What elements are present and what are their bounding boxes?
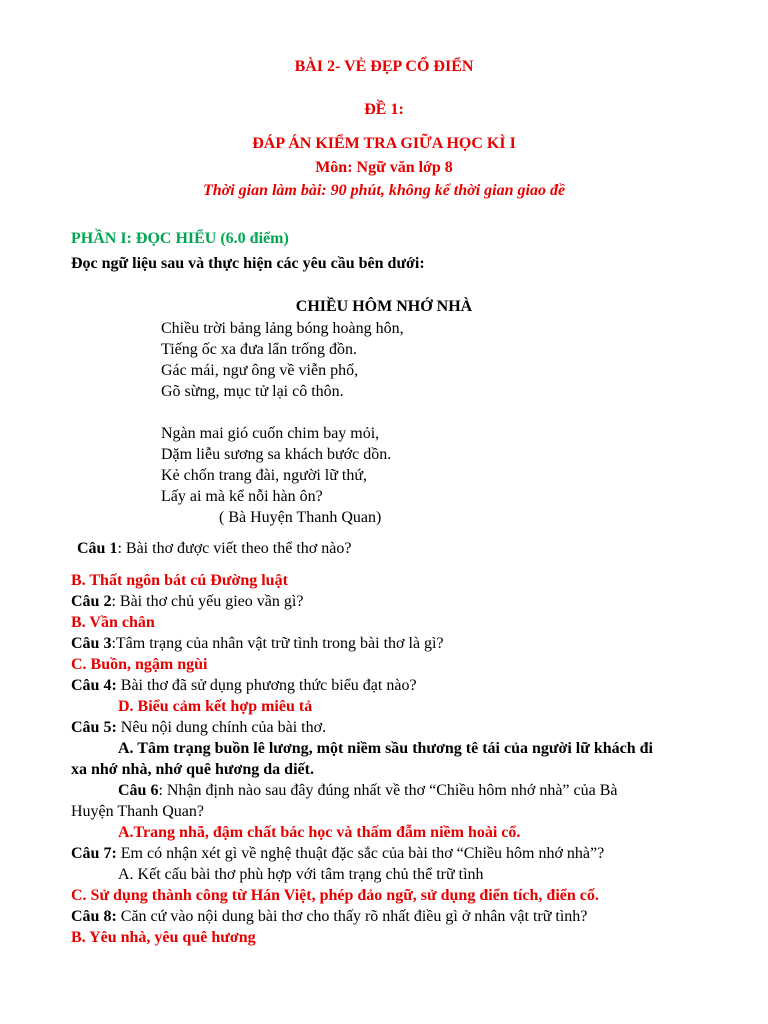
- option-7-a: A. Kết cấu bài thơ phù hợp với tâm trạng chủ thể trữ tình: [118, 866, 484, 883]
- section-instruction: Đọc ngữ liệu sau và thực hiện các yêu cầu bên dưới:: [71, 255, 425, 272]
- exam-number: ĐỀ 1:: [364, 101, 404, 118]
- answer-6: A.Trang nhã, đậm chất bác học và thấm đẫm niềm hoài cổ.: [118, 824, 521, 841]
- answer-5-line-1: A. Tâm trạng buồn lê lương, một niềm sầu thương tê tái của người lữ khách đi: [118, 740, 653, 757]
- question-label: Câu 2: [71, 593, 112, 610]
- answer-2: B. Vần chân: [71, 614, 155, 631]
- question-text: Em có nhận xét gì về nghệ thuật đặc sắc của bài thơ “Chiều hôm nhớ nhà”?: [116, 845, 605, 862]
- question-text: Nêu nội dung chính của bài thơ.: [116, 719, 327, 736]
- poem-line: Lấy ai mà kể nỗi hàn ôn?: [161, 488, 323, 505]
- question-text: : Bài thơ chủ yếu gieo vần gì?: [111, 593, 304, 610]
- question-6: [118, 780, 618, 801]
- question-4: [71, 675, 417, 696]
- question-text: :Tâm trạng của nhân vật trữ tình trong bài thơ là gì?: [111, 635, 444, 652]
- question-text: Căn cứ vào nội dung bài thơ cho thấy rõ nhất điều gì ở nhân vật trữ tình?: [116, 908, 588, 925]
- poem-line: Gõ sừng, mục tử lại cô thôn.: [161, 383, 344, 400]
- question-7: [71, 843, 604, 864]
- question-2: [71, 591, 303, 612]
- answer-5-line-2: xa nhớ nhà, nhớ quê hương da diết.: [71, 761, 314, 778]
- poem-line: Gác mái, ngư ông về viễn phố,: [161, 362, 359, 379]
- question-5: [71, 717, 326, 738]
- question-label: Câu 1: [77, 540, 118, 557]
- question-label: Câu 6: [118, 782, 159, 799]
- poem-author: ( Bà Huyện Thanh Quan): [219, 509, 382, 526]
- poem-line: Dặm liễu sương sa khách bước dồn.: [161, 446, 392, 463]
- subject-line: Môn: Ngữ văn lớp 8: [315, 159, 453, 176]
- answer-7: C. Sử dụng thành công từ Hán Việt, phép đảo ngữ, sử dụng điển tích, điển cố.: [71, 887, 599, 904]
- poem-line: Ngàn mai gió cuốn chim bay mỏi,: [161, 425, 380, 442]
- section-title: PHẦN I: ĐỌC HIỂU (6.0 điểm): [71, 230, 289, 247]
- question-label: Câu 4:: [71, 677, 117, 694]
- question-label: Câu 7:: [71, 845, 117, 862]
- question-8: [71, 906, 587, 927]
- question-label: Câu 3: [71, 635, 112, 652]
- exam-title: ĐÁP ÁN KIỂM TRA GIỮA HỌC KÌ I: [252, 135, 516, 152]
- answer-8: B. Yêu nhà, yêu quê hương: [71, 929, 256, 946]
- poem-line: Tiếng ốc xa đưa lẩn trống đồn.: [161, 341, 358, 358]
- poem-title: CHIỀU HÔM NHỚ NHÀ: [295, 298, 473, 315]
- poem-line: Kẻ chốn trang đài, người lữ thứ,: [161, 467, 367, 484]
- question-label: Câu 8:: [71, 908, 117, 925]
- question-text: : Bài thơ được viết theo thể thơ nào?: [117, 540, 352, 557]
- question-label: Câu 5:: [71, 719, 117, 736]
- answer-1: B. Thất ngôn bát cú Đường luật: [71, 572, 288, 589]
- answer-3: C. Buồn, ngậm ngùi: [71, 656, 208, 673]
- lesson-title: BÀI 2- VẺ ĐẸP CỔ ĐIỂN: [294, 58, 474, 75]
- question-text: Bài thơ đã sử dụng phương thức biểu đạt nào?: [116, 677, 417, 694]
- time-note: Thời gian làm bài: 90 phút, không kể thời gian giao đề: [202, 182, 566, 199]
- question-3: [71, 633, 444, 654]
- poem-line: Chiều trời bảng lảng bóng hoàng hôn,: [161, 320, 404, 337]
- question-6-continued: Huyện Thanh Quan?: [71, 803, 204, 820]
- question-text: : Nhận định nào sau đây đúng nhất về thơ “Chiều hôm nhớ nhà” của Bà: [158, 782, 618, 799]
- answer-4: D. Biểu cảm kết hợp miêu tả: [118, 698, 313, 715]
- question-1: [77, 538, 351, 559]
